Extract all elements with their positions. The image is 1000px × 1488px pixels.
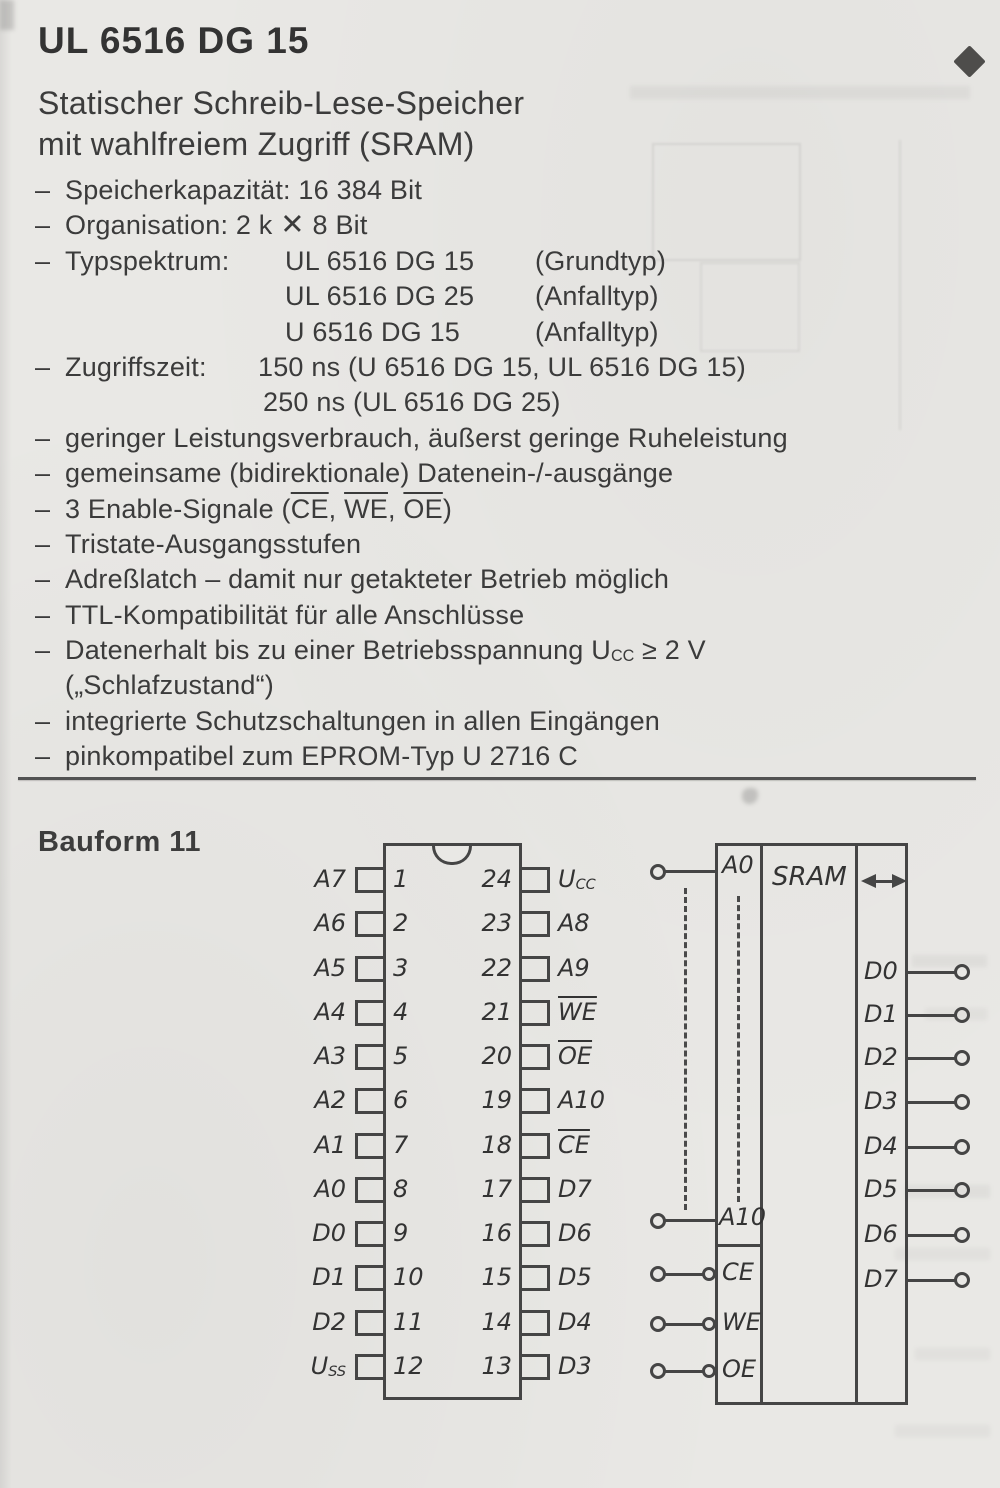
- dip-pin-box-left: [355, 1221, 386, 1247]
- address-ellipsis-dashed-line: [737, 896, 740, 1202]
- bleed-artifact: [912, 955, 987, 967]
- dip-pin-label-left: [266, 865, 346, 893]
- text-segment: Adreßlatch – damit nur getakteter Betrieb möglich: [65, 564, 670, 595]
- pin-label-text: A0: [314, 1175, 346, 1203]
- control-input-line: [664, 1273, 704, 1276]
- data-output-line: [908, 1101, 958, 1104]
- dip-pin-number-left: 2: [393, 909, 409, 937]
- subtitle-line-2: mit wahlfreiem Zugriff (SRAM): [38, 126, 475, 162]
- bullet-dash: –: [35, 245, 51, 276]
- dip-pin-box-right: [519, 867, 550, 893]
- text-segment: TTL-Kompatibilität für alle Anschlüsse: [65, 599, 525, 630]
- address-bottom-label: A10: [719, 1203, 766, 1231]
- feature-line: [35, 739, 980, 774]
- text-segment: ✕: [280, 209, 305, 242]
- text-segment: U 6516 DG 15: [285, 316, 460, 347]
- dip-pin-label-left: [266, 909, 346, 937]
- dip-pin-label-right: [558, 909, 678, 937]
- dip-pin-number-right: 22: [481, 954, 512, 982]
- dip-pin-number-left: 4: [393, 998, 409, 1026]
- dip-pin-label-left: [266, 1042, 346, 1070]
- dip-pin-number-right: 19: [481, 1086, 512, 1114]
- sram-label: SRAM: [772, 862, 847, 892]
- bidirectional-arrow-icon: [861, 874, 907, 888]
- smudge-artifact: [742, 788, 758, 804]
- dip-pin-number-left: 8: [393, 1175, 409, 1203]
- text-segment: geringer Leistungsverbrauch, äußerst geringe Ruheleistung: [65, 422, 788, 453]
- feature-line: [35, 315, 980, 350]
- dip-pin-box-left: [355, 1354, 386, 1380]
- feature-cell: [65, 527, 361, 562]
- dip-pin-box-right: [519, 1133, 550, 1159]
- control-label: CE: [722, 1258, 754, 1286]
- a0-input-line: [664, 870, 715, 873]
- bauform-label: Bauform 11: [38, 826, 201, 858]
- a10-input-line: [664, 1219, 715, 1222]
- dip-pin-number-left: 3: [393, 954, 409, 982]
- data-output-terminal: [954, 1227, 970, 1243]
- dip-pin-number-left: 7: [393, 1131, 409, 1159]
- dip-pin-box-right: [519, 911, 550, 937]
- feature-cell: [285, 315, 535, 350]
- bullet-dash: –: [35, 599, 51, 630]
- dip-pin-box-left: [355, 1088, 386, 1114]
- pin-label-subscript: SS: [328, 1364, 346, 1381]
- dip-pin-number-left: 11: [393, 1308, 424, 1336]
- pin-label-text: A5: [314, 954, 346, 982]
- feature-cell: [65, 350, 258, 385]
- text-segment: gemeinsame (bidirektionale) Datenein-/-ausgänge: [65, 458, 674, 489]
- feature-line: [35, 385, 980, 420]
- control-input-line: [664, 1323, 704, 1326]
- data-output-terminal: [954, 1139, 970, 1155]
- data-output-line: [908, 1014, 958, 1017]
- data-output-line: [908, 1234, 958, 1237]
- text-segment: Tristate-Ausgangsstufen: [65, 528, 362, 559]
- dip-pin-number-right: 24: [481, 865, 512, 893]
- pin-label-text: U: [310, 1352, 329, 1380]
- bleed-artifact: [630, 86, 970, 99]
- dip-pin-label-left: [266, 954, 346, 982]
- pin-label-text: A4: [314, 998, 346, 1026]
- feature-line: [35, 704, 980, 739]
- data-output-terminal: [954, 964, 970, 980]
- feature-cell: [65, 244, 285, 279]
- dip-pin-label-left: [266, 998, 346, 1026]
- pin-label-text: U: [558, 865, 576, 893]
- overlined-signal: $\overline{CE}$: [290, 493, 329, 524]
- text-segment: CC: [610, 647, 635, 666]
- pin-label-text: A1: [314, 1131, 346, 1159]
- pin-label-text: D2: [312, 1308, 346, 1336]
- feature-line: [35, 279, 980, 314]
- feature-cell: [535, 279, 659, 314]
- feature-cell: [258, 350, 746, 385]
- dip-pin-label-left: [266, 1308, 346, 1336]
- pin-label-subscript: CC: [575, 877, 596, 894]
- feature-line: [35, 350, 980, 385]
- feature-cell: [535, 315, 659, 350]
- dip-pin-box-right: [519, 1044, 550, 1070]
- data-output-terminal: [954, 1050, 970, 1066]
- feature-cell: [285, 244, 535, 279]
- pin-label-text: A10: [558, 1086, 605, 1114]
- control-input-line: [664, 1370, 704, 1373]
- dip-pin-number-right: 16: [481, 1219, 512, 1247]
- dip-pin-box-right: [519, 1265, 550, 1291]
- feature-list: [35, 173, 980, 775]
- address-top-label: A0: [722, 851, 754, 879]
- dip-pin-label-left: [266, 1263, 346, 1291]
- data-output-terminal: [954, 1272, 970, 1288]
- text-segment: (Anfalltyp): [535, 316, 659, 347]
- dip-pin-number-left: 10: [393, 1263, 424, 1291]
- text-segment: ≥ 2 V: [634, 635, 706, 666]
- dip-pin-box-right: [519, 1000, 550, 1026]
- dip-pin-number-right: 15: [481, 1263, 512, 1291]
- bullet-dash: –: [35, 422, 51, 453]
- bleed-artifact: [915, 1348, 990, 1360]
- text-segment: pinkompatibel zum EPROM-Typ U 2716 C: [65, 741, 578, 772]
- pin-label-text: D6: [558, 1219, 592, 1247]
- dip-pin-label-left: [266, 1175, 346, 1203]
- dip-pin-label-right: [558, 998, 678, 1026]
- dip-pin-number-left: 5: [393, 1042, 409, 1070]
- control-inversion-bubble: [702, 1317, 716, 1331]
- dip-pin-box-left: [355, 1044, 386, 1070]
- bullet-dash: –: [35, 351, 51, 382]
- text-segment: Organisation: 2 k: [65, 210, 281, 241]
- feature-cell: [65, 598, 524, 633]
- data-output-line: [908, 1057, 958, 1060]
- pin-label-text: D7: [558, 1175, 592, 1203]
- pin-label-text: D3: [558, 1352, 592, 1380]
- bullet-dash: –: [35, 175, 51, 205]
- pin-label-text: D1: [312, 1263, 346, 1291]
- feature-cell: [65, 739, 578, 774]
- text-segment: Typspektrum:: [65, 245, 230, 276]
- subtitle-line-1: Statischer Schreib-Lese-Speicher: [38, 85, 525, 121]
- dip-pin-box-left: [355, 956, 386, 982]
- text-segment: integrierte Schutzschaltungen in allen Eingängen: [65, 705, 661, 736]
- text-segment: 150 ns (U 6516 DG 15, UL 6516 DG 15): [258, 351, 746, 382]
- dip-pin-box-right: [519, 1177, 550, 1203]
- dip-pin-number-right: 23: [481, 909, 512, 937]
- feature-cell: [65, 208, 368, 243]
- feature-line: [35, 562, 980, 597]
- data-output-terminal: [954, 1182, 970, 1198]
- dip-pin-label-left: [266, 1086, 346, 1114]
- text-segment: 250 ns (UL 6516 DG 25): [263, 387, 561, 418]
- overlined-signal: $\overline{WE}$: [344, 493, 388, 524]
- text-segment: ,: [328, 493, 345, 524]
- data-label: D2: [864, 1043, 898, 1071]
- text-segment: Datenerhalt bis zu einer Betriebsspannung U: [65, 635, 611, 666]
- feature-line: [35, 456, 980, 491]
- horizontal-rule: [18, 777, 976, 780]
- dip-pin-box-left: [355, 1133, 386, 1159]
- pin-label-text: D5: [558, 1263, 592, 1291]
- dip-pin-number-right: 13: [481, 1352, 512, 1380]
- dip-pin-box-left: [355, 867, 386, 893]
- feature-line: [35, 244, 980, 279]
- input-ellipsis-dashed-line: [684, 888, 687, 1210]
- dip-pin-box-left: [355, 1265, 386, 1291]
- data-label: D5: [864, 1175, 898, 1203]
- text-segment: ,: [387, 493, 404, 524]
- pin-label-text: A2: [314, 1086, 346, 1114]
- dip-pin-box-left: [355, 1310, 386, 1336]
- feature-line: [35, 492, 980, 527]
- bullet-dash: –: [35, 741, 51, 772]
- dip-pin-box-right: [519, 1310, 550, 1336]
- data-output-terminal: [954, 1007, 970, 1023]
- feature-cell: [65, 421, 788, 456]
- pin-label-text: D0: [312, 1219, 346, 1247]
- feature-cell: [65, 562, 669, 597]
- dip-pin-label-right: [558, 1086, 678, 1114]
- text-segment: (Grundtyp): [535, 245, 667, 276]
- text-segment: (Anfalltyp): [535, 281, 659, 312]
- pin-label-text: $\overline{CE}$: [558, 1131, 590, 1159]
- feature-cell: [65, 704, 660, 739]
- a10-input-terminal: [650, 1213, 666, 1229]
- pin-label-text: D4: [558, 1308, 592, 1336]
- address-control-divider: [715, 1244, 760, 1247]
- data-output-line: [908, 1146, 958, 1149]
- feature-cell: [65, 668, 274, 703]
- dip-pin-label-left: [266, 1219, 346, 1247]
- dip-pin-number-right: 20: [481, 1042, 512, 1070]
- page-title: UL 6516 DG 15: [38, 20, 310, 61]
- data-label: D1: [864, 1000, 898, 1028]
- feature-cell: [285, 279, 535, 314]
- dip-pin-number-right: 18: [481, 1131, 512, 1159]
- text-segment: UL 6516 DG 15: [285, 245, 475, 276]
- bullet-dash: –: [35, 210, 51, 241]
- page-subtitle: [38, 83, 524, 165]
- control-inversion-bubble: [702, 1267, 716, 1281]
- dip-pin-number-left: 6: [393, 1086, 409, 1114]
- feature-line: [35, 421, 980, 456]
- data-output-line: [908, 1189, 958, 1192]
- feature-line: [35, 598, 980, 633]
- dip-pin-number-left: 9: [393, 1219, 409, 1247]
- text-segment: („Schlafzustand“): [65, 670, 274, 701]
- feature-line: [35, 668, 980, 703]
- dip-pin-box-left: [355, 911, 386, 937]
- feature-cell: [65, 492, 452, 527]
- data-label: D0: [864, 957, 898, 985]
- bullet-dash: –: [35, 458, 51, 489]
- data-output-line: [908, 1279, 958, 1282]
- pin-label-text: A3: [314, 1042, 346, 1070]
- pin-label-text: A6: [314, 909, 346, 937]
- pin-label-text: A9: [558, 954, 590, 982]
- feature-line: [35, 173, 980, 208]
- feature-cell: [535, 244, 666, 279]
- dip-pin-label-right: [558, 1131, 678, 1159]
- data-label: D7: [864, 1265, 898, 1293]
- block-divider-data: [855, 843, 858, 1405]
- data-output-line: [908, 971, 958, 974]
- dip-pin-label-left: [266, 1352, 346, 1380]
- control-inversion-bubble: [702, 1364, 716, 1378]
- arrow-head-left: [861, 874, 876, 888]
- dip-pin-number-right: 21: [481, 998, 512, 1026]
- feature-cell: [65, 456, 673, 491]
- dip-pin-number-right: 14: [481, 1308, 512, 1336]
- text-segment: ): [442, 493, 453, 524]
- feature-line: [35, 633, 980, 668]
- diamond-icon: [953, 45, 986, 78]
- dip-pin-box-right: [519, 956, 550, 982]
- bleed-artifact: [895, 1425, 990, 1437]
- text-segment: 3 Enable-Signale (: [65, 493, 291, 524]
- feature-cell: [65, 633, 706, 672]
- bullet-dash: –: [35, 635, 51, 666]
- dip-pin-label-left: [266, 1131, 346, 1159]
- dip-pin-label-right: [558, 1175, 678, 1203]
- pin-label-text: $\overline{WE}$: [558, 998, 597, 1026]
- data-output-terminal: [954, 1094, 970, 1110]
- dip-pin-number-right: 17: [481, 1175, 512, 1203]
- data-label: D4: [864, 1132, 898, 1160]
- text-segment: 8 Bit: [304, 210, 368, 241]
- bullet-dash: –: [35, 528, 51, 559]
- dip-pin-box-right: [519, 1221, 550, 1247]
- text-segment: UL 6516 DG 25: [285, 281, 475, 312]
- control-label: OE: [722, 1355, 757, 1383]
- feature-line: [35, 208, 980, 243]
- pin-label-text: $\overline{OE}$: [558, 1042, 593, 1070]
- dip-pin-box-left: [355, 1177, 386, 1203]
- control-label: WE: [722, 1308, 761, 1336]
- dip-pin-box-right: [519, 1088, 550, 1114]
- bleed-artifact: [895, 1248, 990, 1260]
- data-label: D3: [864, 1087, 898, 1115]
- dip-pin-box-right: [519, 1354, 550, 1380]
- feature-line: [35, 527, 980, 562]
- pin-label-text: A7: [314, 865, 346, 893]
- dip-pin-box-left: [355, 1000, 386, 1026]
- dip-pin-number-left: 1: [393, 865, 409, 893]
- bullet-dash: –: [35, 564, 51, 595]
- text-segment: Speicherkapazität: 16 384 Bit: [65, 175, 423, 205]
- feature-cell: [65, 173, 422, 208]
- pin-label-text: A8: [558, 909, 590, 937]
- feature-cell: [263, 385, 561, 420]
- dip-pin-number-left: 12: [393, 1352, 424, 1380]
- data-label: D6: [864, 1220, 898, 1248]
- bullet-dash: –: [35, 705, 51, 736]
- arrow-head-right: [892, 874, 907, 888]
- overlined-signal: $\overline{OE}$: [403, 493, 443, 524]
- scan-edge-shade: [0, 0, 14, 30]
- dip-pin-label-right: [558, 954, 678, 982]
- bullet-dash: –: [35, 493, 51, 524]
- a0-input-terminal: [650, 864, 666, 880]
- text-segment: Zugriffszeit:: [65, 351, 207, 382]
- dip-pin-label-right: [558, 1042, 678, 1070]
